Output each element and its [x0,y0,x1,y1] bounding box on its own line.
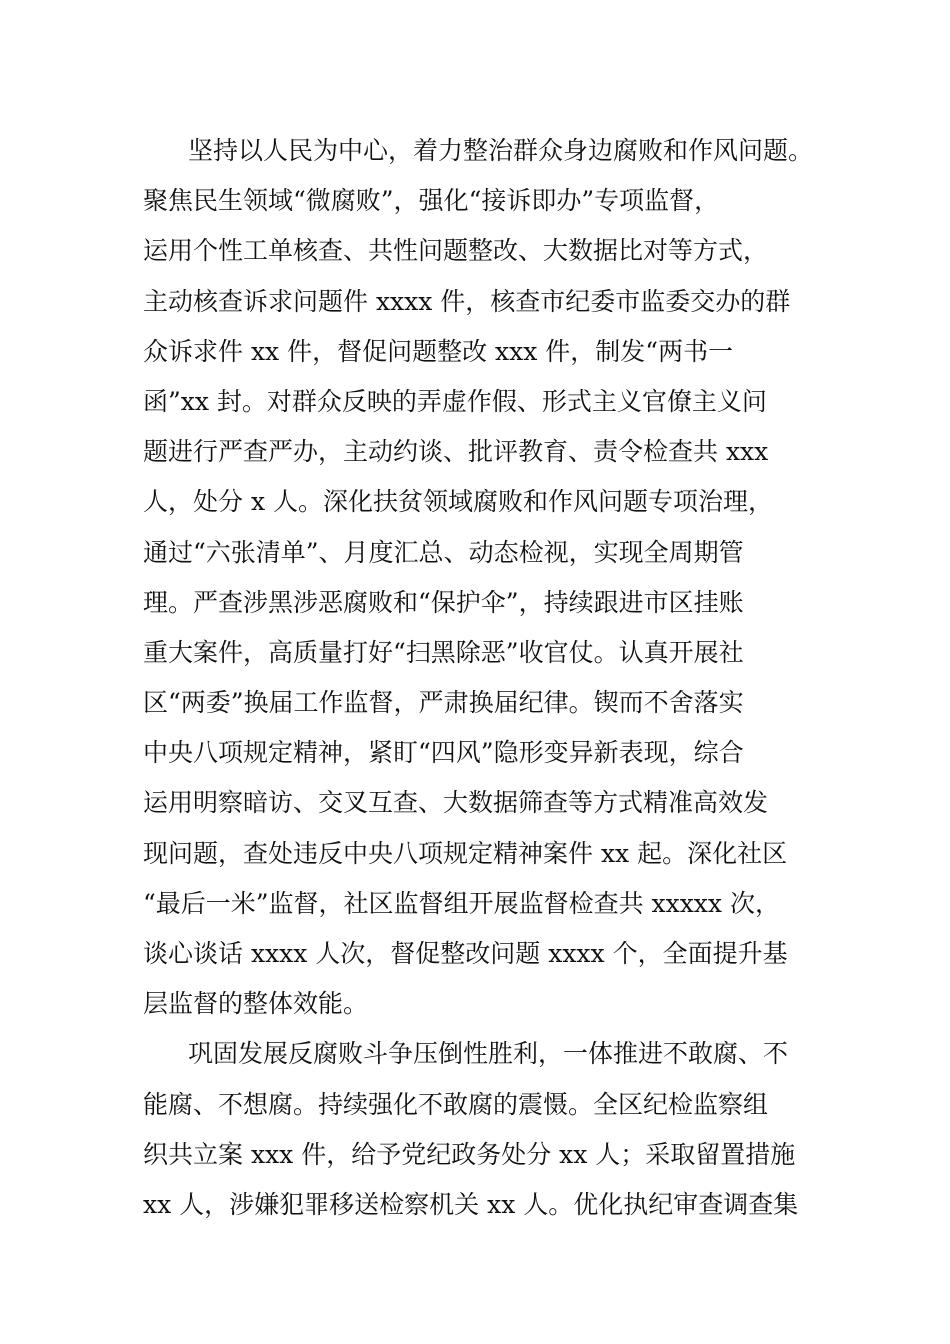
text-line: 人，处分 x 人。深化扶贫领域腐败和作风问题专项治理， [143,487,773,517]
text-line: 中央八项规定精神，紧盯“四风”隐形变异新表现，综合 [143,738,744,768]
text-line: 聚焦民生领域“微腐败”，强化“接诉即办”专项监督， [143,186,720,216]
text-line: 函”xx 封。对群众反映的弄虚作假、形式主义官僚主义问 [143,386,767,416]
text-line: 能腐、不想腐。持续强化不敢腐的震慑。全区纪检监察组 [143,1089,769,1119]
text-line: 运用明察暗访、交叉互查、大数据筛查等方式精准高效发 [143,788,769,818]
document-body [143,126,833,1230]
paragraph-2 [143,1029,833,1230]
text-line: 通过“六张清单”、月度汇总、动态检视，实现全周期管 [143,537,744,567]
text-line: 层监督的整体效能。 [143,989,369,1019]
text-line: 现问题，查处违反中央八项规定精神案件 xx 起。深化社区 [143,838,788,868]
text-line: xx 人，涉嫌犯罪移送检察机关 xx 人。优化执纪审查调查集 [143,1189,799,1219]
text-line: 重大案件，高质量打好“扫黑除恶”收官仗。认真开展社 [143,637,744,667]
text-line: 理。严查涉黑涉恶腐败和“保护伞”，持续跟进市区挂账 [143,587,744,617]
text-line: 区“两委”换届工作监督，严肃换届纪律。锲而不舍落实 [143,688,744,718]
text-line: 织共立案 xxx 件，给予党纪政务处分 xx 人；采取留置措施 [143,1139,796,1169]
text-line: “最后一米”监督，社区监督组开展监督检查共 xxxxx 次， [143,888,780,918]
text-line: 坚持以人民为中心，着力整治群众身边腐败和作风问题。 [188,136,814,165]
text-line: 题进行严查严办，主动约谈、批评教育、责令检查共 xxx [143,437,769,467]
text-line: 巩固发展反腐败斗争压倒性胜利，一体推进不敢腐、不 [188,1039,789,1069]
text-line: 主动核查诉求问题件 xxxx 件，核查市纪委市监委交办的群 [143,286,791,316]
text-line: 运用个性工单核查、共性问题整改、大数据比对等方式， [143,236,769,266]
text-line: 谈心谈话 xxxx 人次，督促整改问题 xxxx 个，全面提升基 [143,939,788,968]
paragraph-1 [143,126,833,1029]
text-line: 众诉求件 xx 件，督促问题整改 xxx 件，制发“两书一 [143,336,734,366]
